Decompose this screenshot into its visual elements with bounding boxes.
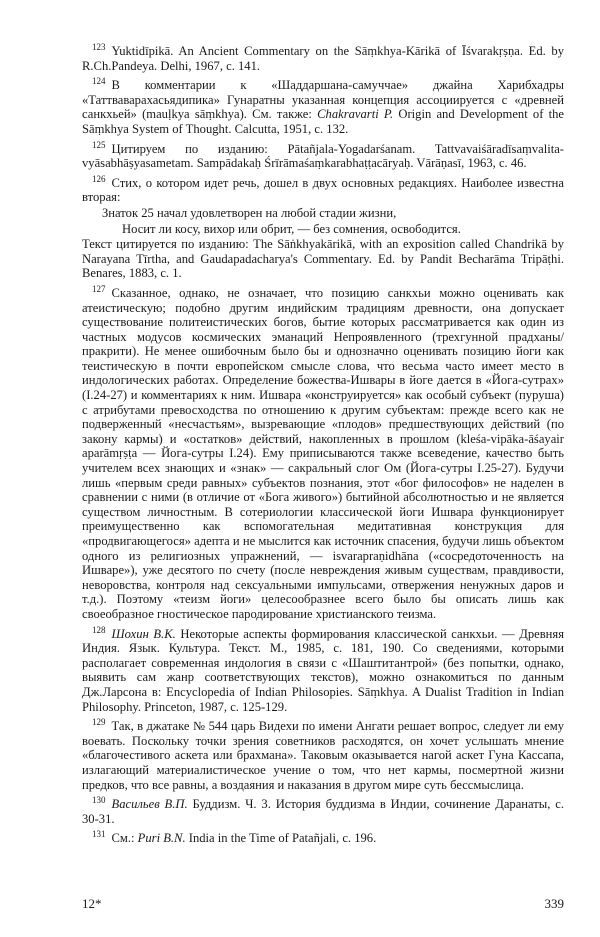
- verse-quote: [82, 206, 564, 236]
- footnote-number: 131: [92, 829, 106, 840]
- footnote-number: 125: [92, 139, 106, 150]
- page-number: 339: [544, 896, 564, 911]
- footnote-126-continuation: [82, 237, 564, 281]
- footnote-number: 124: [92, 76, 106, 87]
- footnote-128: [82, 623, 564, 715]
- footnote-text: Некоторые аспекты формирования классической санкхьи. — Древняя Индия. Язык. Культура. Текст. М., 1985, с. 181, 190. Со сведениями, которыми располагает современная индология в связи с «Шаштитантрой» (без попытки, однако, выявить сам жанр соответствующих текстов), можно ознакомиться по данным Дж.Ларсона в: Encyclopedia of Indian Philosopies. Sāṃkhya. A Dualist Tradition in Indian Philosophy. Princeton, 1987, с. 125-129.: [82, 626, 564, 714]
- footnote-text: Сказанное, однако, не означает, что позицию санкхьи можно оценивать как атеистическую; подобно другим индийским традициям древности, она допускает существование политеистических богов, бытие которых рассматривается как один из частных модусов космических эманаций Непроявленного (трехгунной прадханы/пракрити). Не менее ошибочным было бы и однозначно оценивать позицию йоги как теистическую в почти европейском смысле слова, что весьма часто имеет место в индологических работах. Определение божества-Ишвары в йоге дается в «Йога-сутрах» (I.24-27) и комментариях к ним. Ишвара «конструируется» как особый субъект (пуруша) с атрибутами превосходства по отношению к другим субъектам: прежде всего как не подверженный «несчастьям», вызревающие «плодов» предшествующих действий (по закону кармы) и «остатков» действий, накопленных в прошлом (kleśa-vipāka-āśayair aparāmṛṣṭa — Йога-сутры I.24). Ему приписываются также всеведение, качество быть учителем всех знающих и «знак» — сакральный слог Ом (Йога-сутры I.25-27). Будучи лишь «первым среди равных» субъектов познания, этот «бог философов» не наделен в сравнении с ними (в отличие от «Бога живого») бытийной абсолютностью и не является существом личностным. В сотериологии классической йоги Ишвара функционирует преимущественно как вспомогательная медитативная конструкция для «продвигающегося» адепта и не мыслится как источник спасения, будучи лишь объектом одного из религиозных упражнений, — isvarapraṇidhāna («сосредоточенность на Ишваре»), уже десятого по счету (после невреждения живым существам, правдивости, неворовства, контроля над сексуальными импульсами, отвержения ненужных даров и т.д.). Поэтому «теизм йоги» целесообразнее всего было бы описать лишь как своеобразное гностическое пародирование христианского теизма.: [82, 285, 564, 621]
- footnote-124: [82, 74, 564, 136]
- footnote-text: В комментарии к «Шаддаршана-самуччае» джайна Харибхадры «Таттваварахасьядипика» Гунаратны указанная концепция ассоциируется с «древней санкхьей» (mauḷkya sāṃkhya). См. также:: [82, 78, 564, 122]
- author-name: Васильев В.П.: [111, 797, 188, 812]
- footnote-123: [82, 40, 564, 73]
- footnote-text: Так, в джатаке № 544 царь Видехи по имени Ангати решает вопрос, следует ли ему воевать. Поскольку точки зрения советников расходятся, он хочет услышать мнение «благочестивого аскета или брахмана». Таковым оказывается нагой аскет Гуна Кассапа, излагающий материалистическое учение о том, что нет кармы, посмертной жизни предков, что все равны, а воздаяния и наказания в другом мире суть бессмыслица.: [82, 719, 564, 792]
- footnote-text: Буддизм. Ч. 3. История буддизма в Индии, сочинение Даранаты, с. 30-31.: [82, 797, 565, 826]
- footnote-125: [82, 138, 564, 171]
- footnote-text: Yuktidīpikā. An Ancient Commentary on the Sāṃkhya-Kārikā of Īśvarakṛṣṇa. Ed. by R.Ch.Pandeya. Delhi, 1967, с. 141.: [82, 44, 564, 73]
- footnote-text: Origin and Development of the Sāṃkhya System of Thought. Calcutta, 1951, с. 132.: [82, 107, 565, 136]
- footnote-129: [82, 715, 564, 792]
- footnote-131: [82, 827, 564, 846]
- footnote-number: 126: [92, 173, 106, 184]
- author-name: Шохин В.К.: [111, 626, 176, 641]
- footnote-text: См.:: [111, 831, 138, 846]
- author-name: Chakravarti P.: [317, 107, 394, 122]
- footnote-130: [82, 793, 564, 826]
- footnote-text: Стих, о котором идет речь, дошел в двух основных редакциях. Наиболее известна вторая:: [82, 175, 564, 205]
- author-name: Puri B.N.: [137, 831, 186, 846]
- footnote-number: 129: [92, 717, 106, 728]
- verse-line: Знаток 25 начал удовлетворен на любой стадии жизни,: [102, 205, 397, 220]
- footnote-text: Цитируем по изданию: Pātañjala-Yogadarśanam. Tattvavaiśāradīsaṃvalita-vyāsabhāṣyasametam. Sampādakaḥ Śrīrāmaśaṃkarabhaṭṭacāryaḥ. Vārāṇasī, 1963, с. 46.: [82, 141, 564, 171]
- footnote-number: 128: [92, 624, 106, 635]
- footnote-number: 127: [92, 283, 106, 294]
- footnote-127: [82, 282, 564, 622]
- verse-line: Носит ли косу, вихор или обрит, — без сомнения, освободится.: [122, 221, 461, 236]
- footnote-number: 123: [92, 42, 106, 52]
- page-footer: [82, 896, 564, 912]
- footnote-text: India in the Time of Patañjali, с. 196.: [185, 831, 377, 846]
- footnote-number: 130: [92, 795, 106, 806]
- signature-mark: 12*: [82, 896, 102, 911]
- footnote-text: Текст цитируется по изданию: The Sāṅkhyakārikā, with an exposition called Chandrikā by Narayana Tīrtha, and Gaudapadacharya's Commentary. Ed. by Pandit Becharāma Tripāṭhi. Benares, 1883, с. 1.: [82, 237, 564, 281]
- footnote-126: [82, 172, 564, 205]
